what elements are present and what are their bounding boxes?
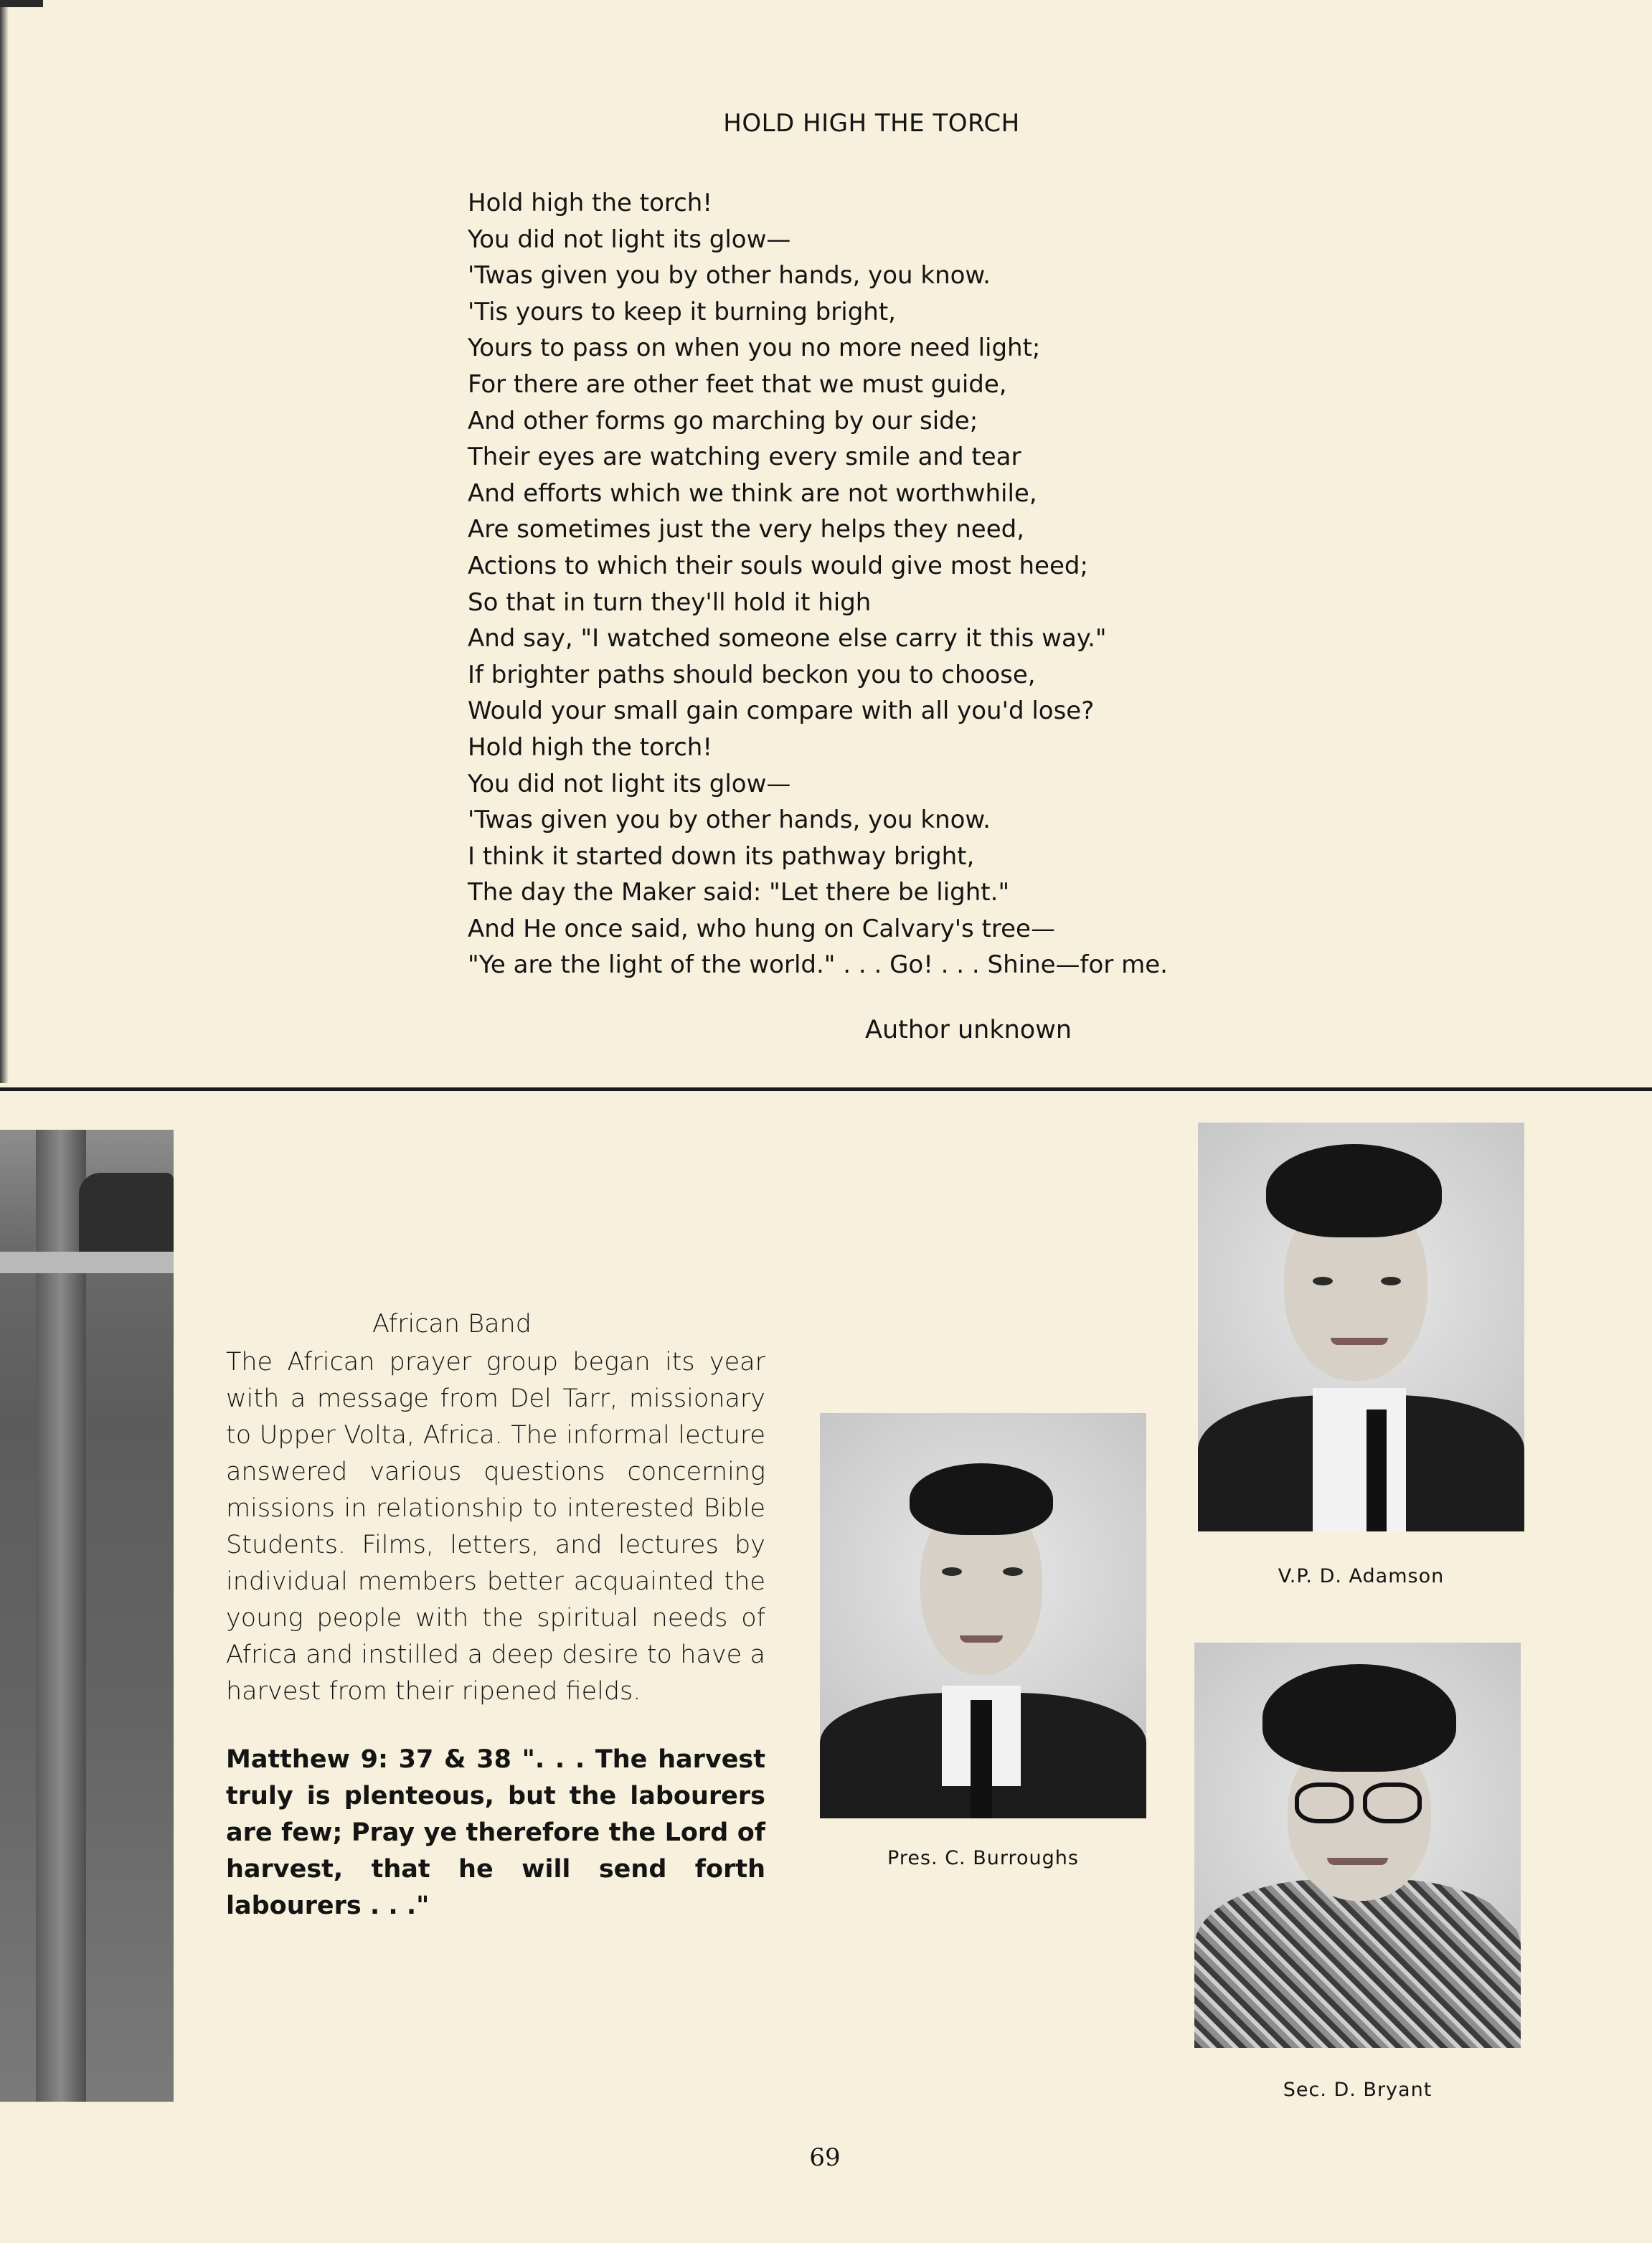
secretary-photo: [1194, 1643, 1521, 2048]
page-top-mark: [0, 0, 43, 7]
poem-line: Their eyes are watching every smile and tear: [468, 443, 1021, 472]
lawn-strip: [0, 1252, 174, 1273]
poem-line: Hold high the torch!: [468, 189, 712, 217]
president-caption: Pres. C. Burroughs: [887, 1847, 1079, 1869]
poem-line: 'Twas given you by other hands, you know.: [468, 806, 991, 835]
poem-line: "Ye are the light of the world." . . . Go! . . . Shine—for me.: [468, 950, 1168, 980]
poem-title: HOLD HIGH THE TORCH: [723, 109, 1020, 138]
poem-body: [468, 185, 1185, 983]
poem-line: If brighter paths should beckon you to choose,: [468, 660, 1036, 689]
president-photo: [820, 1413, 1146, 1818]
poem-line: The day the Maker said: "Let there be light.": [468, 878, 1010, 907]
poem-line: Yours to pass on when you no more need light;: [468, 334, 1041, 363]
poem-line: 'Twas given you by other hands, you know.: [468, 261, 991, 291]
poem-line: So that in turn they'll hold it high: [468, 587, 872, 617]
poem-line: Are sometimes just the very helps they need,: [468, 515, 1025, 544]
vice-president-caption: V.P. D. Adamson: [1278, 1565, 1445, 1587]
poem-line: And efforts which we think are not worthwhile,: [468, 478, 1037, 508]
secretary-caption: Sec. D. Bryant: [1283, 2079, 1432, 2101]
poem-line: And He once said, who hung on Calvary's tree—: [468, 914, 1055, 943]
poem-author: Author unknown: [865, 1016, 1072, 1044]
poem-line: For there are other feet that we must guide,: [468, 369, 1007, 399]
page-edge-shadow: [0, 0, 9, 1083]
vice-president-photo: [1198, 1123, 1524, 1531]
poem-line: And other forms go marching by our side;: [468, 406, 978, 435]
poem-line: And say, "I watched someone else carry it this way.": [468, 624, 1107, 653]
poem-line: Would your small gain compare with all you'd lose?: [468, 696, 1095, 726]
poem-line: You did not light its glow—: [468, 225, 791, 254]
poem-line: 'Tis yours to keep it burning bright,: [468, 297, 896, 326]
parked-cars: [79, 1173, 174, 1259]
scripture-verse: Matthew 9: 37 & 38 ". . . The harvest truly is plenteous, but the labourers are few; Pray ye therefore the Lord of harvest, that he will send forth labourers . . .": [226, 1745, 765, 1920]
campus-side-photo: [0, 1130, 174, 2102]
african-band-body: The African prayer group began its year with a message from Del Tarr, missionary to Upper Volta, Africa. The informal lecture answered various questions concerning missions in relationship to interested Bible Students. Films, letters, and lectures by individual members better acquainted the young people with the spiritual needs of Africa and instilled a deep desire to have a harvest from their ripened fields.: [226, 1348, 765, 1706]
poem-line: Actions to which their souls would give most heed;: [468, 551, 1088, 580]
tree-trunk: [36, 1130, 86, 2102]
section-divider: [0, 1087, 1652, 1091]
poem-line: I think it started down its pathway bright,: [468, 841, 975, 871]
page-number: 69: [809, 2143, 841, 2172]
poem-line: Hold high the torch!: [468, 732, 712, 762]
african-band-title: African Band: [372, 1310, 532, 1338]
poem-line: You did not light its glow—: [468, 769, 791, 798]
